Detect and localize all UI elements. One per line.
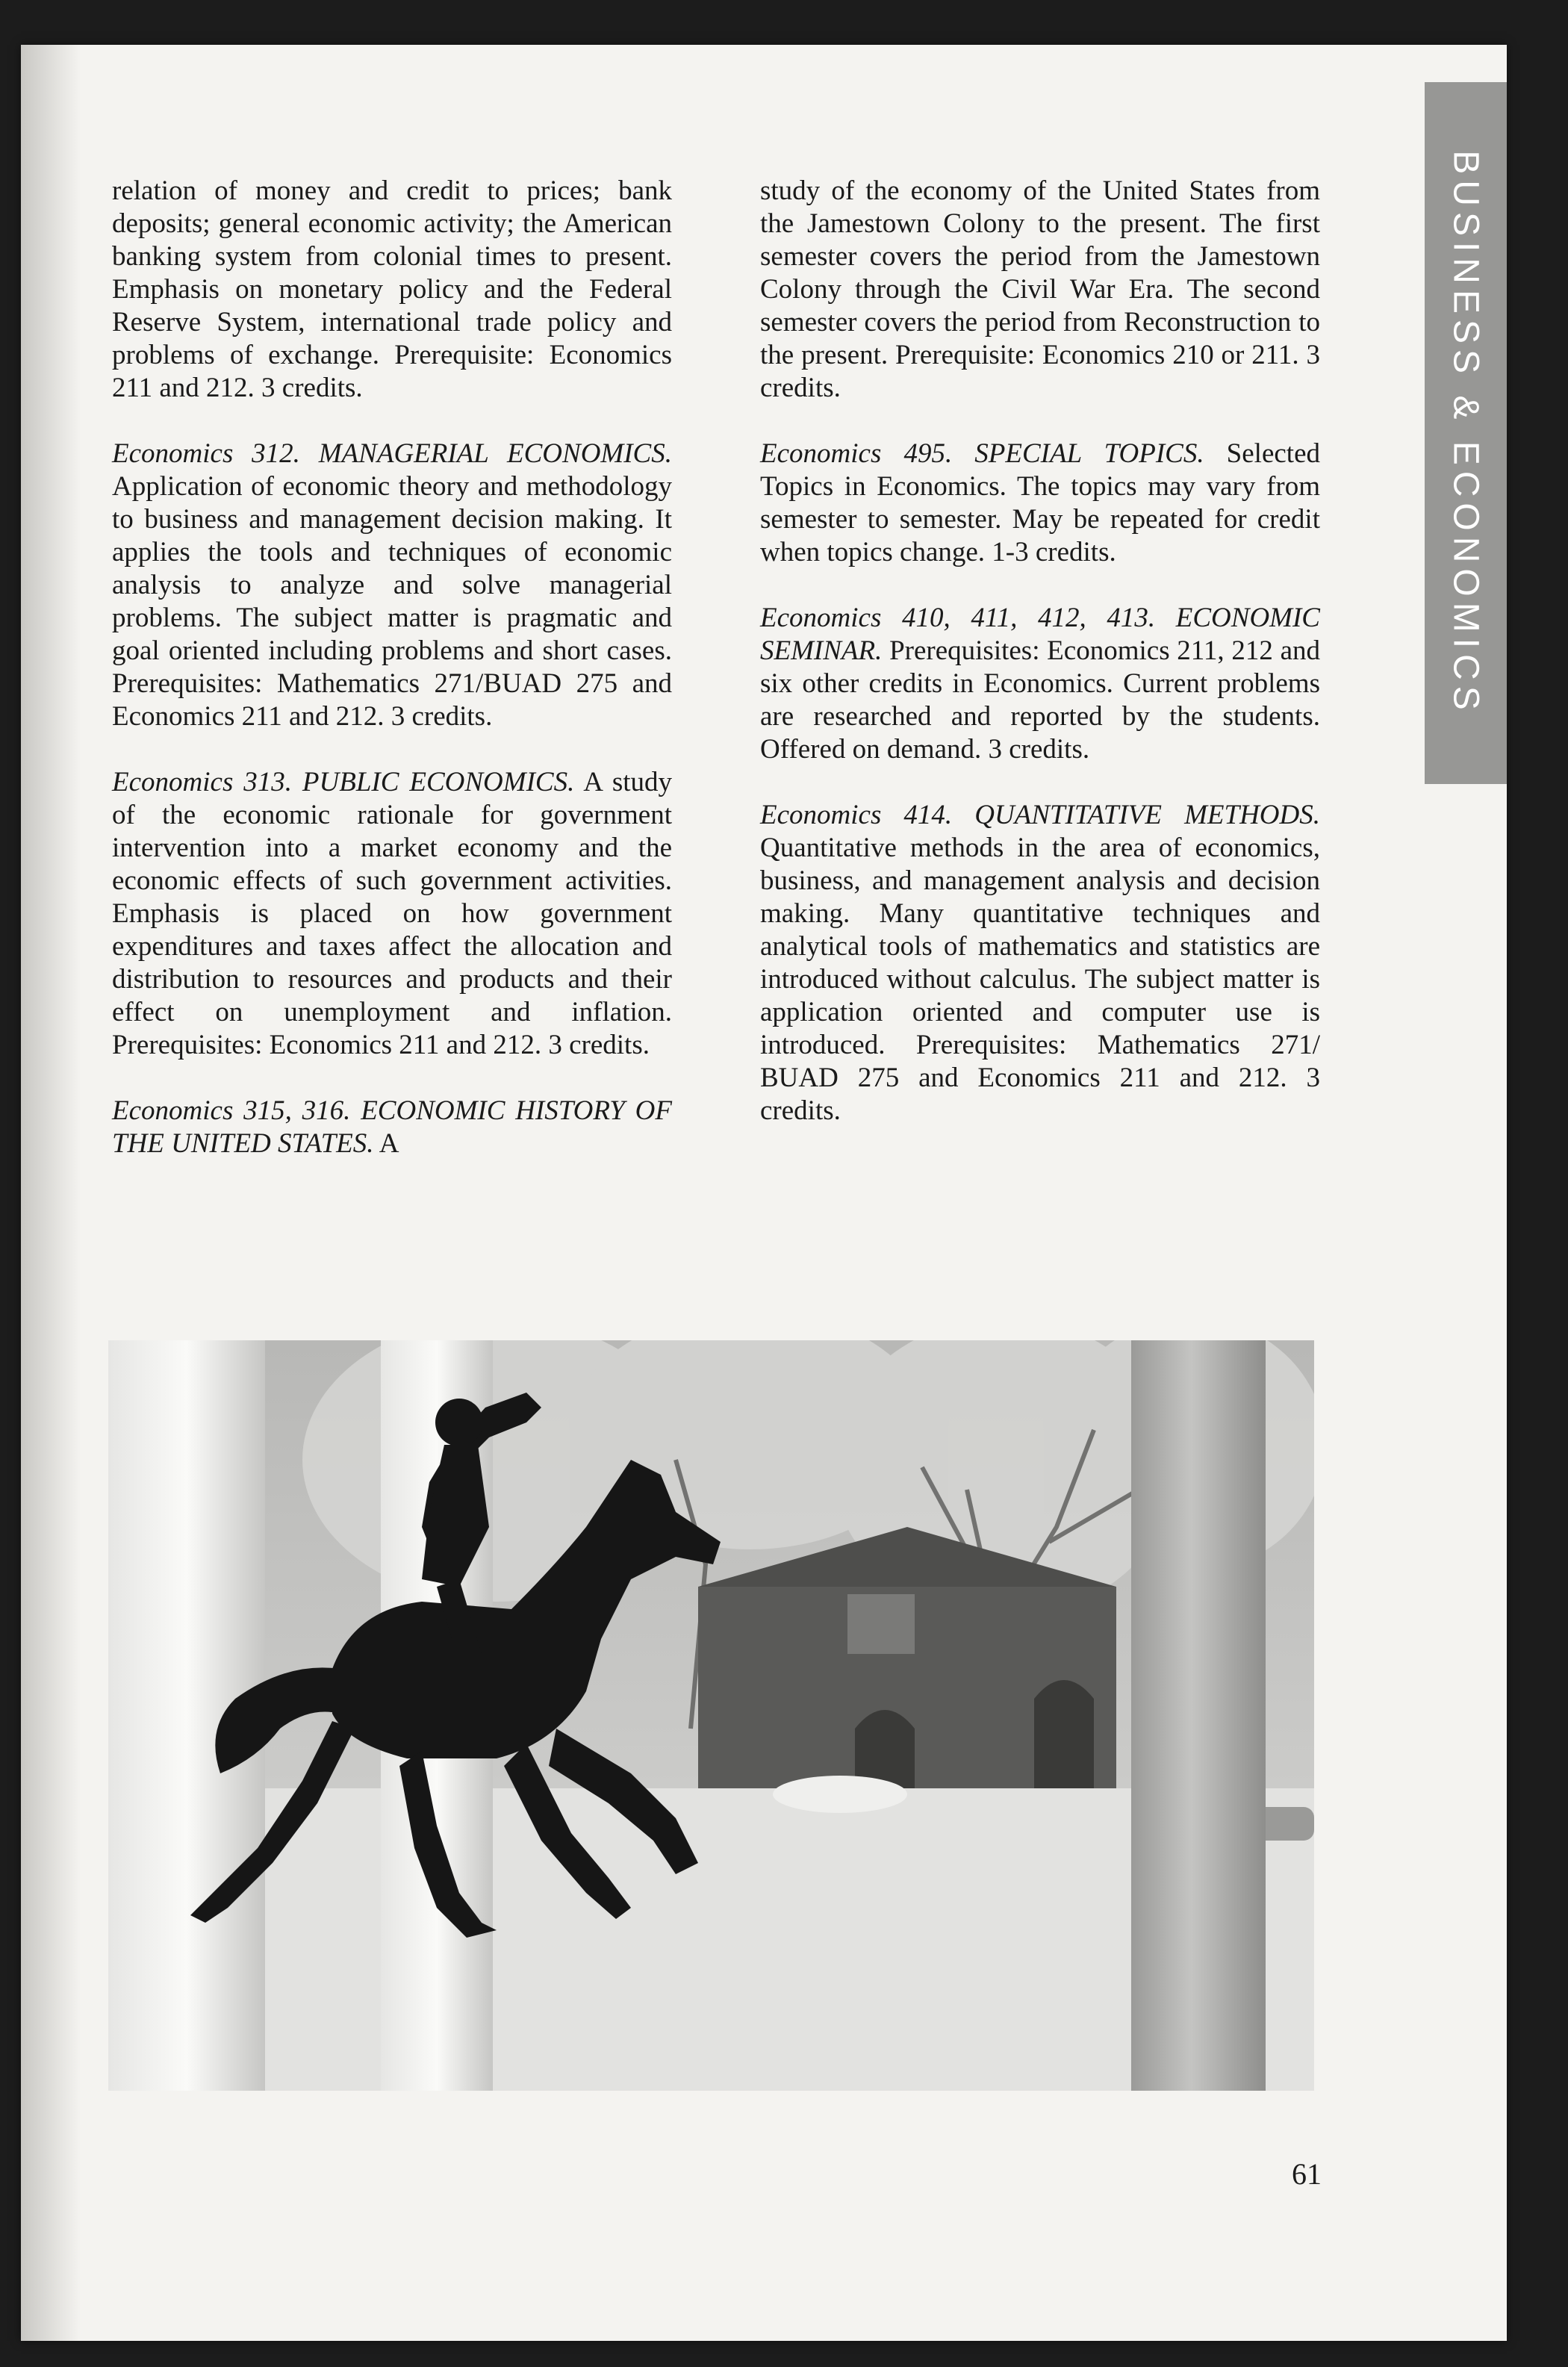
- course-title: Economics 495. SPECIAL TOPICS.: [760, 438, 1204, 469]
- course-description: relation of money and credit to prices; bank deposits; general economic activity; the American banking system from colonial times to present. Emphasis on monetary policy and the Federal Reserve System, international trade policy and problems of exchange. Prerequisite: Economics 211 and 212. 3 credits.: [112, 175, 672, 403]
- course-entry: [112, 1095, 672, 1160]
- page-number: 61: [1292, 2157, 1322, 2191]
- course-description: Selected Topics in Economics. The topics may vary from semester to semester. May be repeated for credit when topics change. 1-3 credits.: [760, 438, 1320, 567]
- photo-illustration: [108, 1340, 1314, 2091]
- course-entry: [760, 799, 1320, 1127]
- section-tab-label: BUSINESS & ECONOMICS: [1446, 150, 1486, 716]
- course-entry: [112, 438, 672, 733]
- course-entry: [760, 602, 1320, 766]
- course-description: A: [379, 1128, 399, 1159]
- course-entry: [760, 438, 1320, 569]
- right-column: [760, 175, 1320, 1160]
- left-column: [112, 175, 672, 1193]
- course-description: A study of the economic rationale for government intervention into a market economy and the economic effects of such government activities. Emphasis is placed on how government expenditures and taxes affect the allocation and distribution to resources and products and their effect on unemployment and inflation. Prerequisites: Economics 211 and 212. 3 credits.: [112, 767, 672, 1060]
- course-title: Economics 414. QUANTITATIVE METHODS.: [760, 800, 1320, 830]
- course-title: Economics 410, 411, 412, 413. ECONOMIC SEMINAR.: [760, 603, 1320, 666]
- course-entry: [112, 175, 672, 405]
- course-title: Economics 312. MANAGERIAL ECONOMICS.: [112, 438, 672, 469]
- course-title: Economics 315, 316. ECONOMIC HISTORY OF THE UNITED STATES.: [112, 1095, 672, 1159]
- course-title: Economics 313. PUBLIC ECONOMICS.: [112, 767, 575, 797]
- equestrian-statue-photo: [108, 1340, 1314, 2091]
- page-gutter-shadow: [21, 45, 81, 2341]
- course-description: Application of economic theory and methodology to business and management decision making. It applies the tools and techniques of economic analysis to analyze and solve managerial problems. The subject matter is pragmatic and goal oriented including problems and short cases. Prerequisites: Mathematics 271/BUAD 275 and Economics 211 and 212. 3 credits.: [112, 471, 672, 732]
- course-description: Prerequisites: Economics 211, 212 and six other credits in Economics. Current problems are researched and reported by the students. Offered on demand. 3 credits.: [760, 635, 1320, 765]
- course-description: Quantitative methods in the area of economics, business, and management analysis and decision making. Many quantitative techniques and analytical tools of mathematics and statistics are introduced without calculus. The subject matter is application oriented and computer use is introduced. Prerequisites: Mathematics 271/ BUAD 275 and Economics 211 and 212. 3 credits.: [760, 833, 1320, 1126]
- course-entry: [760, 175, 1320, 405]
- course-entry: [112, 766, 672, 1062]
- course-description: study of the economy of the United States from the Jamestown Colony to the present. The first semester covers the period from the Jamestown Colony through the Civil War Era. The second semester covers the period from Reconstruction to the present. Prerequisite: Economics 210 or 211. 3 credits.: [760, 175, 1320, 403]
